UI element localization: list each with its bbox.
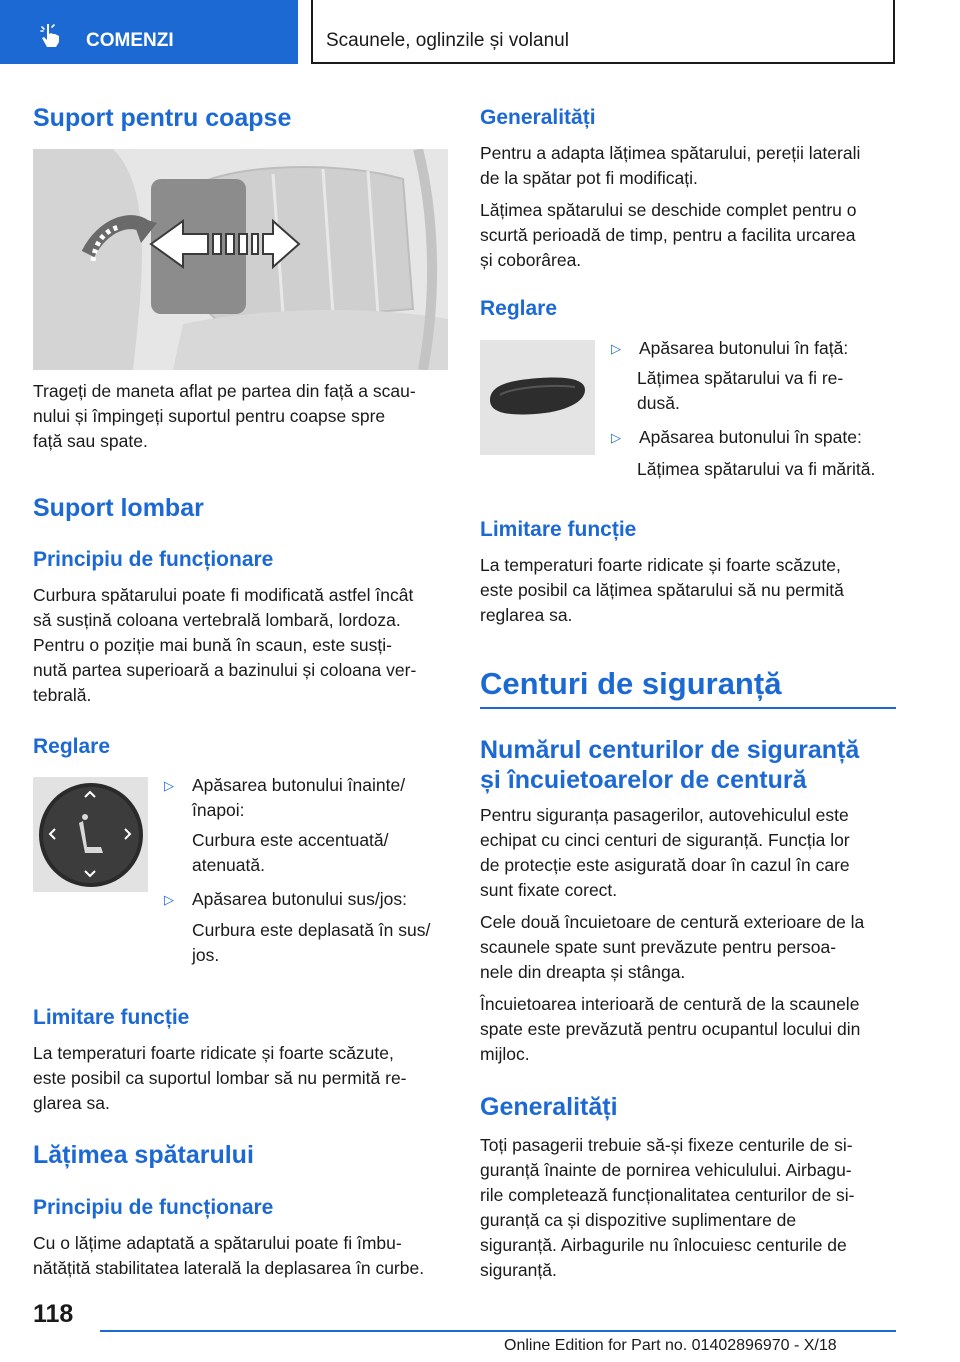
lumbar-adjust-heading: Reglare [33,735,111,758]
width-limit-line-2: este posibil ca lățimea spătarului să nu permită [480,580,844,600]
lumbar-bullet-2-line-2: Curbura este deplasată în sus/ [192,920,431,940]
belt-count-line-7: nele din dreapta și stânga. [480,962,686,982]
width-switch-illustration [480,340,595,455]
width-limit-line-1: La temperaturi foarte ridicate și foarte scăzute, [480,555,841,575]
thigh-text-line-3: față sau spate. [33,431,148,451]
belt-general-line-2: guranță înainte de pornirea vehiculului. Airbagu- [480,1160,852,1180]
edition-note: Online Edition for Part no. 01402896970 - X/18 [504,1337,837,1354]
section-title: Scaunele, oglinzile și volanul [326,30,569,51]
belt-count-line-5: Cele două încuietoare de centură exterioare de la [480,912,865,932]
width-general-line-1: Pentru a adapta lățimea spătarului, pereții laterali [480,143,861,163]
belt-count-line-9: spate este prevăzută pentru ocupantul locului din [480,1019,861,1039]
lumbar-heading: Suport lombar [33,494,204,522]
belt-general-line-1: Toți pasagerii trebuie să-și fixeze centurile de si- [480,1135,853,1155]
width-principle-line-1: Cu o lățime adaptată a spătarului poate fi îmbu- [33,1233,402,1253]
width-limit-heading: Limitare funcție [480,518,637,541]
width-general-line-2: de la spătar pot fi modificați. [480,168,698,188]
width-limit-line-3: reglarea sa. [480,605,573,625]
lumbar-bullet-1-line-4: atenuată. [192,855,265,875]
lumbar-principle-line-2: să susțină coloana vertebrală lombară, lordoza. [33,610,401,630]
page-number: 118 [33,1300,74,1328]
section-divider [480,707,896,709]
belt-general-line-4: guranță ca și dispozitive suplimentare de [480,1210,797,1230]
lumbar-limit-heading: Limitare funcție [33,1006,190,1029]
lumbar-bullet-1-line-2: înapoi: [192,800,245,820]
lumbar-principle-heading: Principiu de funcționare [33,548,274,571]
lumbar-principle-line-4: nută partea superioară a bazinului și coloana ver- [33,660,417,680]
belt-count-line-1: Pentru siguranța pasagerilor, autovehiculul este [480,805,849,825]
belt-general-heading: Generalități [480,1093,618,1121]
belt-count-line-8: Încuietoarea interioară de centură de la scaunele [480,994,860,1014]
seat-belts-heading: Centuri de siguranță [480,666,782,701]
belt-general-line-3: rile completează funcționalitatea centurilor de si- [480,1185,855,1205]
thigh-text-line-2: nului și împingeți suportul pentru coapse spre [33,406,386,426]
width-switch-image [480,340,595,455]
lumbar-limit-line-3: glarea sa. [33,1093,110,1113]
width-adjust-heading: Reglare [480,297,558,320]
width-general-line-3: Lățimea spătarului se deschide complet pentru o [480,200,857,220]
thigh-support-heading: Suport pentru coapse [33,104,292,132]
seat-thigh-illustration [33,149,448,370]
width-bullet-1-line-3: dusă. [637,393,680,413]
width-general-heading: Generalități [480,106,596,129]
belt-count-heading-line-2: și încuietoarelor de centură [480,766,807,794]
lumbar-bullet-1-line-3: Curbura este accentuată/ [192,830,389,850]
belt-count-line-10: mijloc. [480,1044,530,1064]
backrest-width-heading: Lățimea spătarului [33,1141,254,1169]
width-general-line-4: scurtă perioadă de timp, pentru a facilita urcarea [480,225,856,245]
lumbar-bullet-2-line-3: jos. [192,945,220,965]
belt-count-line-6: scaunele spate sunt prevăzute pentru persoa- [480,937,837,957]
belt-general-line-6: siguranță. [480,1260,557,1280]
thigh-text-line-1: Trageți de maneta aflat pe partea din față a scau- [33,381,416,401]
hand-pointer-icon [38,22,64,48]
chapter-tab-label: COMENZI [86,30,174,51]
lumbar-principle-line-5: tebrală. [33,685,92,705]
width-bullet-1-line-2: Lățimea spătarului va fi re- [637,368,844,388]
bullet-triangle-icon: ▷ [611,341,621,356]
belt-count-line-2: echipat cu cinci centuri de siguranță. Funcția lor [480,830,850,850]
lumbar-principle-line-1: Curbura spătarului poate fi modificată astfel încât [33,585,414,605]
bullet-triangle-icon: ▷ [164,892,174,907]
thigh-support-image [33,149,448,370]
width-principle-line-2: nătățită stabilitatea laterală la deplasarea în curbe. [33,1258,425,1278]
footer-rule [100,1330,896,1332]
lumbar-principle-line-3: Pentru o poziție mai bună în scaun, este susți- [33,635,392,655]
bullet-triangle-icon: ▷ [611,430,621,445]
lumbar-limit-line-1: La temperaturi foarte ridicate și foarte scăzute, [33,1043,394,1063]
chapter-tab[interactable] [0,0,298,64]
lumbar-switch-image [33,777,148,892]
belt-general-line-5: siguranță. Airbagurile nu înlocuiesc centurile de [480,1235,847,1255]
belt-count-line-3: de protecție este asigurată doar în cazul în care [480,855,850,875]
width-bullet-2-line-2: Lățimea spătarului va fi mărită. [637,459,876,479]
lumbar-limit-line-2: este posibil ca suportul lombar să nu permită re- [33,1068,407,1088]
bullet-triangle-icon: ▷ [164,778,174,793]
lumbar-switch-illustration [33,777,148,892]
page-header [0,0,960,66]
belt-count-heading-line-1: Numărul centurilor de siguranță [480,736,860,764]
section-title-box [311,0,895,64]
belt-count-line-4: sunt fixate corect. [480,880,618,900]
width-general-line-5: și coborârea. [480,250,582,270]
width-principle-heading: Principiu de funcționare [33,1196,274,1219]
